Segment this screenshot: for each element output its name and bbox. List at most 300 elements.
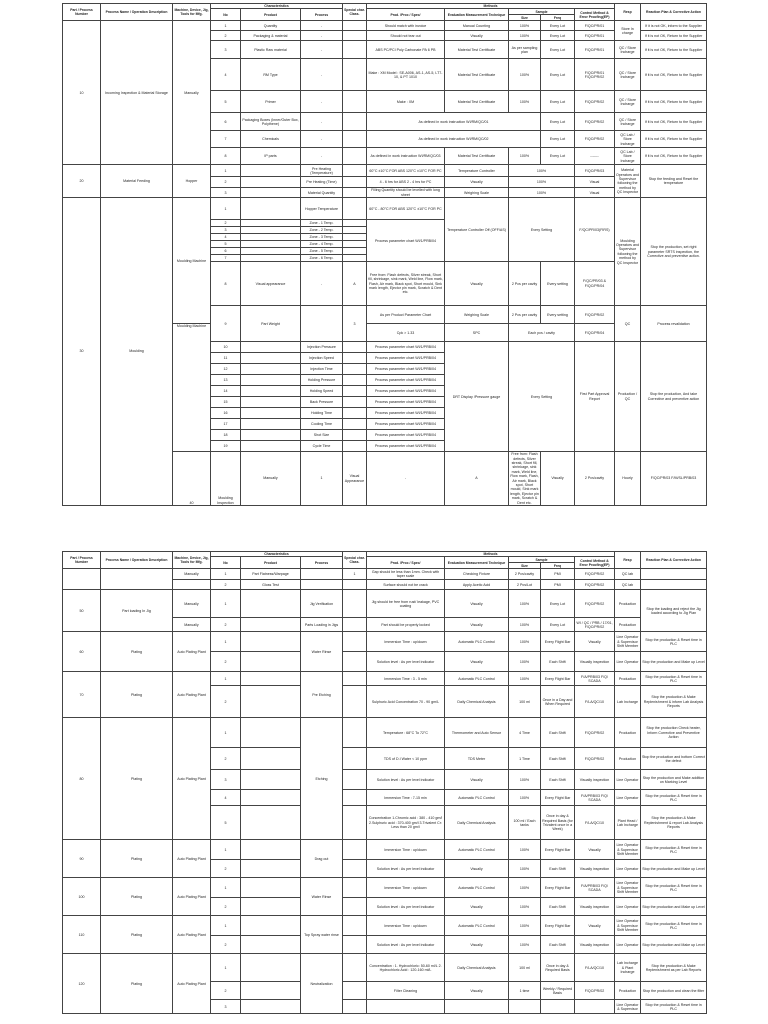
resp: Line Operator & Supervisor Shift Member [615, 632, 641, 652]
header-special: Special char. Class. [343, 4, 367, 21]
product [241, 220, 301, 227]
eval: Visually [445, 860, 509, 878]
product [241, 982, 301, 1000]
resp: Line Operator & Supervisor Shift Member [615, 878, 641, 898]
special: A [445, 452, 509, 506]
control: F/QC/PR/02 [575, 590, 615, 618]
header-spec: Prod. /Proc / Spec/ [367, 557, 445, 569]
row-no: 2 [211, 177, 241, 188]
size: 100% [509, 632, 541, 652]
product [241, 227, 301, 234]
machine: Auto Plating Plant [173, 718, 211, 840]
spec: Concentration 1.Chromic acid : 380 - 410 gm/l 2.Sulphuric acid : 370-400 gm/l 3.Trivalent Cr: Less than 20 gm/l [367, 806, 445, 840]
special [343, 59, 367, 91]
control [575, 1000, 615, 1014]
freq: Each Shift [541, 770, 575, 790]
reaction: Stop the feeding and Reset the temperature [641, 165, 707, 198]
product [241, 672, 301, 686]
process: - [301, 41, 343, 59]
process: Cooling Time [301, 419, 343, 430]
size: 1 time [509, 982, 541, 1000]
spec: Immersion Time : 7-15 min [367, 790, 445, 806]
reaction: If it is not OK, Return to the Supplier [641, 91, 707, 113]
row-no: 7 [211, 255, 241, 262]
resp: Line Operator & Supervisor Shift Member [615, 840, 641, 860]
header-size: Size [509, 563, 541, 569]
eval: DRT Display /Pressure gauge [445, 342, 509, 452]
size: 2 Pcs/Lot [509, 580, 541, 590]
part-no: 110 [63, 916, 101, 954]
eval: Temperature Controller [445, 165, 509, 177]
reaction: Stop the production & Reset time in PLC [641, 878, 707, 898]
spec: Jig should be free from rust/ leakage, PVC coating [367, 590, 445, 618]
resp: QC / Store Incharge [615, 113, 641, 131]
process [301, 569, 343, 580]
eval: Visually [445, 936, 509, 954]
eval: Visually [445, 262, 509, 306]
freq: PMI [541, 569, 575, 580]
eval: Visually [445, 770, 509, 790]
reaction: If it is not OK, Return to the Supplier [641, 113, 707, 131]
table-row [63, 21, 707, 31]
machine: Manually [173, 569, 211, 580]
freq: Weekly / Required Basis [541, 982, 575, 1000]
resp: QC / Store Incharge [615, 41, 641, 59]
spec: Immersion Time : up/down [367, 916, 445, 936]
special [343, 353, 367, 364]
reaction: Stop the production & Reset time in PLC [641, 790, 707, 806]
eval: Visually [445, 31, 509, 41]
resp: Production [615, 982, 641, 1000]
control: F/LA/QC/10 [575, 806, 615, 840]
special [343, 840, 367, 860]
control: F/LA/QC/10 [575, 686, 615, 718]
process: Jig Verification [301, 590, 343, 618]
header-no: No [211, 9, 241, 21]
spec: Process parameter chart WI/1/PRB/04 [367, 375, 445, 386]
resp: QC Lab / Store Incharge [615, 131, 641, 148]
spec: Process parameter chart WI/1/PRB/04 [367, 342, 445, 353]
part-no: 10 [63, 21, 101, 165]
special [343, 430, 367, 441]
control: F/QC/PR/02 [575, 91, 615, 113]
header-sample: Sample [509, 9, 575, 15]
eval: Daily Chemical Analysis [445, 806, 509, 840]
spec: Cpk > 1.33 [367, 324, 445, 342]
product: Part Flatness/Warpage [241, 569, 301, 580]
special [343, 177, 367, 188]
resp: QC Lab / Store Incharge [615, 148, 641, 165]
special [343, 860, 367, 878]
product [241, 177, 301, 188]
machine: Manually [173, 590, 211, 618]
freq: Each Shift [541, 652, 575, 672]
resp: Production [615, 672, 641, 686]
reaction: If it is not OK, Return to the Supplier [641, 41, 707, 59]
spec: Solution level : As per level indicator [367, 936, 445, 954]
part-no: 80 [63, 718, 101, 840]
control: Visually [575, 840, 615, 860]
process [301, 580, 343, 590]
spec: Solution level : As per level indicator [367, 860, 445, 878]
row-no: 3 [211, 227, 241, 234]
freq: Every Flight Bar [541, 916, 575, 936]
spec: As defined in work instruction WI/RM/QC/03 [367, 148, 445, 165]
row-no: 3 [211, 1000, 241, 1014]
row-no: 5 [211, 91, 241, 113]
row-no: 14 [211, 386, 241, 397]
reaction: Stop the production and clean the filter [641, 982, 707, 1000]
table-row [63, 878, 707, 898]
header-freq: Freq [541, 15, 575, 21]
spec: 60°C ±10°C FOR ABS 120°C ±10°C FOR PC [367, 165, 445, 177]
spec: Process parameter chart WI/1/PRB/04 [367, 430, 445, 441]
eval: Automatic PLC Control [445, 632, 509, 652]
reaction: Stop the production and Make up Level [641, 898, 707, 916]
reaction: Stop the production & Reset time in PLC [641, 632, 707, 652]
row-no: 5 [211, 806, 241, 840]
process [301, 306, 343, 342]
control: Visually inspection [575, 936, 615, 954]
row-no: 1 [211, 954, 241, 982]
control: Visually inspection [575, 770, 615, 790]
row-no: 15 [211, 397, 241, 408]
special: 3 [343, 306, 367, 342]
control: Visually inspection [575, 652, 615, 672]
machine: Manually [173, 21, 211, 165]
special [343, 227, 367, 234]
special [343, 113, 367, 131]
process-name [101, 569, 173, 590]
reaction: If it is not OK, Return to the Supplier [641, 148, 707, 165]
row-no: 17 [211, 419, 241, 430]
freq: Every Flight Bar [541, 632, 575, 652]
control: Visual [575, 188, 615, 198]
row-no: 1 [211, 198, 241, 220]
freq: Each Shift [541, 936, 575, 954]
header-product: Product [241, 557, 301, 569]
special: A [343, 262, 367, 306]
row-no: 2 [211, 686, 241, 718]
size: 4 Time [509, 718, 541, 748]
header-size: Size [509, 15, 541, 21]
product [241, 860, 301, 878]
product [241, 430, 301, 441]
size: 100% [509, 790, 541, 806]
product [241, 806, 301, 840]
freq: Every Lot [541, 91, 575, 113]
machine: Hopper [173, 165, 211, 198]
eval: Checking Fixture [445, 569, 509, 580]
header-methods: Methods [367, 552, 615, 557]
freq: Every Lot [541, 21, 575, 31]
process: Back Pressure [301, 397, 343, 408]
pfmea-page-1 [62, 3, 706, 506]
spec: As per Product Parameter Chart [367, 306, 445, 324]
special [343, 982, 367, 1000]
spec: Make : XM Model : SE-A006, AS-1, AS-5, LT7-10, & PT 1010 [367, 59, 445, 91]
size: 100% [509, 840, 541, 860]
process: - [301, 262, 343, 306]
product [241, 353, 301, 364]
header-eval: Evaluation Measurement Technique [445, 9, 509, 21]
spec: Make : XM [367, 91, 445, 113]
special [343, 770, 367, 790]
size: 1 Time [509, 748, 541, 770]
part-no: 50 [63, 590, 101, 632]
row-no: 9 [211, 306, 241, 342]
process: Water Rinse [301, 878, 343, 916]
eval: Automatic PLC Control [445, 916, 509, 936]
process-name: Plating [101, 916, 173, 954]
eval: Apply Acetic Acid [445, 580, 509, 590]
process-name: Plating [101, 718, 173, 840]
size: 100% [509, 770, 541, 790]
row-no: 2 [211, 860, 241, 878]
reaction: If it is not OK, Return to the Supplier [641, 131, 707, 148]
row-no: 11 [211, 353, 241, 364]
process-name: Moulding [101, 198, 173, 506]
eval: Material Test Certificate [445, 148, 509, 165]
table-row [63, 718, 707, 748]
header-no: No [211, 557, 241, 569]
header-part-no: Part / Process Number [63, 4, 101, 21]
control: WI / QC / PRB / 17/01, F/QC/PR/02 [575, 618, 615, 632]
row-no: 4 [211, 790, 241, 806]
reaction: Process revalidation [641, 306, 707, 342]
header-control: Control Method & Error Proofing(EP) [575, 557, 615, 569]
product [241, 441, 301, 452]
freq: Every Flight Bar [541, 878, 575, 898]
process: Pre Heating (Time) [301, 177, 343, 188]
header-eval: Evaluation Measurement Technique [445, 557, 509, 569]
spec: Process parameter chart WI/1/PRB/04 [367, 220, 445, 262]
freq: Every Lot [541, 59, 575, 91]
product: Primer [241, 91, 301, 113]
spec: Concentration : 1. Hydrochloric: 50-60 ml/L 2. Hydrochloric Acid : 120-160 ml/L [367, 954, 445, 982]
part-no: 20 [63, 165, 101, 198]
product [241, 386, 301, 397]
control: F/LA/QC/10 [575, 954, 615, 982]
row-no: 1 [211, 672, 241, 686]
spec: Solution level : As per level indicator [367, 652, 445, 672]
reaction: Stop the production & Make Replenishment & inform Lab Analysis Reports [641, 686, 707, 718]
size: 100 ml [509, 686, 541, 718]
special [343, 342, 367, 353]
header-process-name: Process Name / Operation Description [101, 552, 173, 569]
size: 100% [509, 91, 541, 113]
product [241, 954, 301, 982]
eval: Manual Counting [445, 21, 509, 31]
row-no: 2 [211, 982, 241, 1000]
machine: Moulding Machine [173, 324, 211, 452]
resp: Line Operator [615, 790, 641, 806]
process: Zone - 2 Temp. [301, 227, 343, 234]
table-row [63, 198, 707, 220]
special [343, 397, 367, 408]
resp: Line Operator [615, 898, 641, 916]
table-row [63, 569, 707, 580]
resp: Line Operator [615, 936, 641, 954]
control: F/QC/PR/03 & F/QC/PR/04 [575, 262, 615, 306]
spec: TDS of D.I Water < 10 ppm [367, 748, 445, 770]
product [241, 364, 301, 375]
size: 100% [509, 148, 541, 165]
header-sample: Sample [509, 557, 575, 563]
row-no: 6 [211, 113, 241, 131]
size: 100% [509, 652, 541, 672]
table-row [63, 840, 707, 860]
size: 100% [509, 898, 541, 916]
process-name: Plating [101, 878, 173, 916]
special [343, 790, 367, 806]
part-no: 120 [63, 954, 101, 1014]
product: Visual Appearance [343, 452, 367, 506]
special [343, 188, 367, 198]
reaction [641, 569, 707, 580]
product [241, 748, 301, 770]
product [241, 770, 301, 790]
freq: Every Lot [541, 113, 575, 131]
special [343, 234, 367, 241]
size [509, 1000, 541, 1014]
resp: QC / Store Incharge [615, 91, 641, 113]
row-no: 1 [211, 916, 241, 936]
process: Holding Speed [301, 386, 343, 397]
header-product: Product [241, 9, 301, 21]
spec: Filling Quantity should be levelled with long sheet [367, 188, 445, 198]
freq: Every Lot [541, 590, 575, 618]
product [241, 718, 301, 748]
spec: Process parameter chart WI/1/PRB/04 [367, 397, 445, 408]
size: Each pcs / cavity [509, 324, 575, 342]
size: 2 Pcs/cavity [575, 452, 615, 506]
product [241, 198, 301, 220]
resp: Plant Head / Lab Incharge [615, 806, 641, 840]
product [241, 241, 301, 248]
resp: Production [615, 718, 641, 748]
process-name: Incoming Inspection & Material Storage [101, 21, 173, 165]
size: 100% [509, 177, 575, 188]
freq: Every Setting [509, 342, 575, 452]
special [343, 1000, 367, 1014]
control: Visually [575, 632, 615, 652]
pfmea-page-2 [62, 551, 706, 1014]
control: F/QC/PR/03(FIRS) [575, 198, 615, 262]
resp: QC [615, 306, 641, 342]
spec: Should match with invoice [367, 21, 445, 31]
product: Chemicals [241, 131, 301, 148]
part-no [63, 569, 101, 590]
reaction: Stop the production and bottom Correct the defect [641, 748, 707, 770]
reaction: Stop the production and Make up Level [641, 652, 707, 672]
special [343, 41, 367, 59]
product [241, 898, 301, 916]
eval: Material Test Certificate [445, 59, 509, 91]
control: F/QC/PR/01 F/QC/PR/02 [575, 59, 615, 91]
spec: Process parameter chart WI/1/PRB/04 [367, 364, 445, 375]
process: Top Spray water rinse [301, 916, 343, 954]
row-no: 2 [211, 220, 241, 227]
size: 2 Pcs/cavity [509, 569, 541, 580]
product: Gloss Test [241, 580, 301, 590]
product [241, 419, 301, 430]
spec: 4 - 6 hrs for ABS 2 - 4 hrs for PC [367, 177, 445, 188]
process: Holding Pressure [301, 375, 343, 386]
header-process-name: Process Name / Operation Description [101, 4, 173, 21]
resp: Line Operator & Supervisor [615, 1000, 641, 1014]
product [241, 165, 301, 177]
product [241, 790, 301, 806]
resp: QC lab [615, 580, 641, 590]
product: Visual appearance [241, 262, 301, 306]
special [343, 672, 367, 686]
process: Holding Time [301, 408, 343, 419]
control: First Part Approval Report [575, 342, 615, 452]
eval: Automatic PLC Control [445, 840, 509, 860]
freq: Every Flight Bar [541, 840, 575, 860]
spec: Process parameter chart WI/1/PRB/04 [367, 419, 445, 430]
control: F/QC/PR/01 [575, 21, 615, 31]
process: Zone - 5 Temp. [301, 248, 343, 255]
spec: Solution level : As per level indicator [367, 898, 445, 916]
control: F/QC/PR/02 [575, 131, 615, 148]
process: Water Rinse [301, 632, 343, 672]
special [343, 386, 367, 397]
special [343, 364, 367, 375]
special [343, 408, 367, 419]
product [241, 234, 301, 241]
header-control: Control Method & Error Proofing(EP) [575, 9, 615, 21]
spec: 60°C - 80°C FOR ABS 120°C ±10°C FOR PC [367, 198, 445, 220]
resp: Line Operator & Supervisor Shift Member [615, 916, 641, 936]
process: Drag out [301, 840, 343, 878]
reaction: Stop the loading and reject the Jig loaded according to Jig Plan [641, 590, 707, 632]
spec: Process parameter chart WI/1/PRB/04 [367, 408, 445, 419]
eval: Visually [445, 590, 509, 618]
process: - [301, 91, 343, 113]
process: - [367, 452, 445, 506]
process-name: Material Feeding [101, 165, 173, 198]
machine: Auto Plating Plant [173, 632, 211, 672]
resp: Lab Incharge & Plant Incharge [615, 954, 641, 982]
row-no: 16 [211, 408, 241, 419]
row-no: 1 [301, 452, 343, 506]
reaction: If it is not OK, Return to the Supplier [641, 31, 707, 41]
freq: Every Lot [541, 31, 575, 41]
row-no: 1 [211, 718, 241, 748]
resp: Moulding Operators and Supervisor following the method by QC Inspector [615, 198, 641, 306]
machine: Moulding Machine [173, 198, 211, 324]
eval: Thermometer and Auto Sensor [445, 718, 509, 748]
row-no: 19 [211, 441, 241, 452]
size: 100% [509, 59, 541, 91]
product [241, 248, 301, 255]
product [241, 878, 301, 898]
row-no: 3 [211, 770, 241, 790]
product [241, 188, 301, 198]
product [241, 342, 301, 353]
row-no: 2 [211, 748, 241, 770]
special [343, 618, 367, 632]
eval: Visually [445, 652, 509, 672]
row-no: 1 [211, 165, 241, 177]
freq: Every Lot [541, 148, 575, 165]
control: F/QC/PR/02 [575, 306, 615, 324]
eval: Weighing Scale [445, 306, 509, 324]
special [343, 748, 367, 770]
reaction: Stop the production and Make up Level [641, 936, 707, 954]
